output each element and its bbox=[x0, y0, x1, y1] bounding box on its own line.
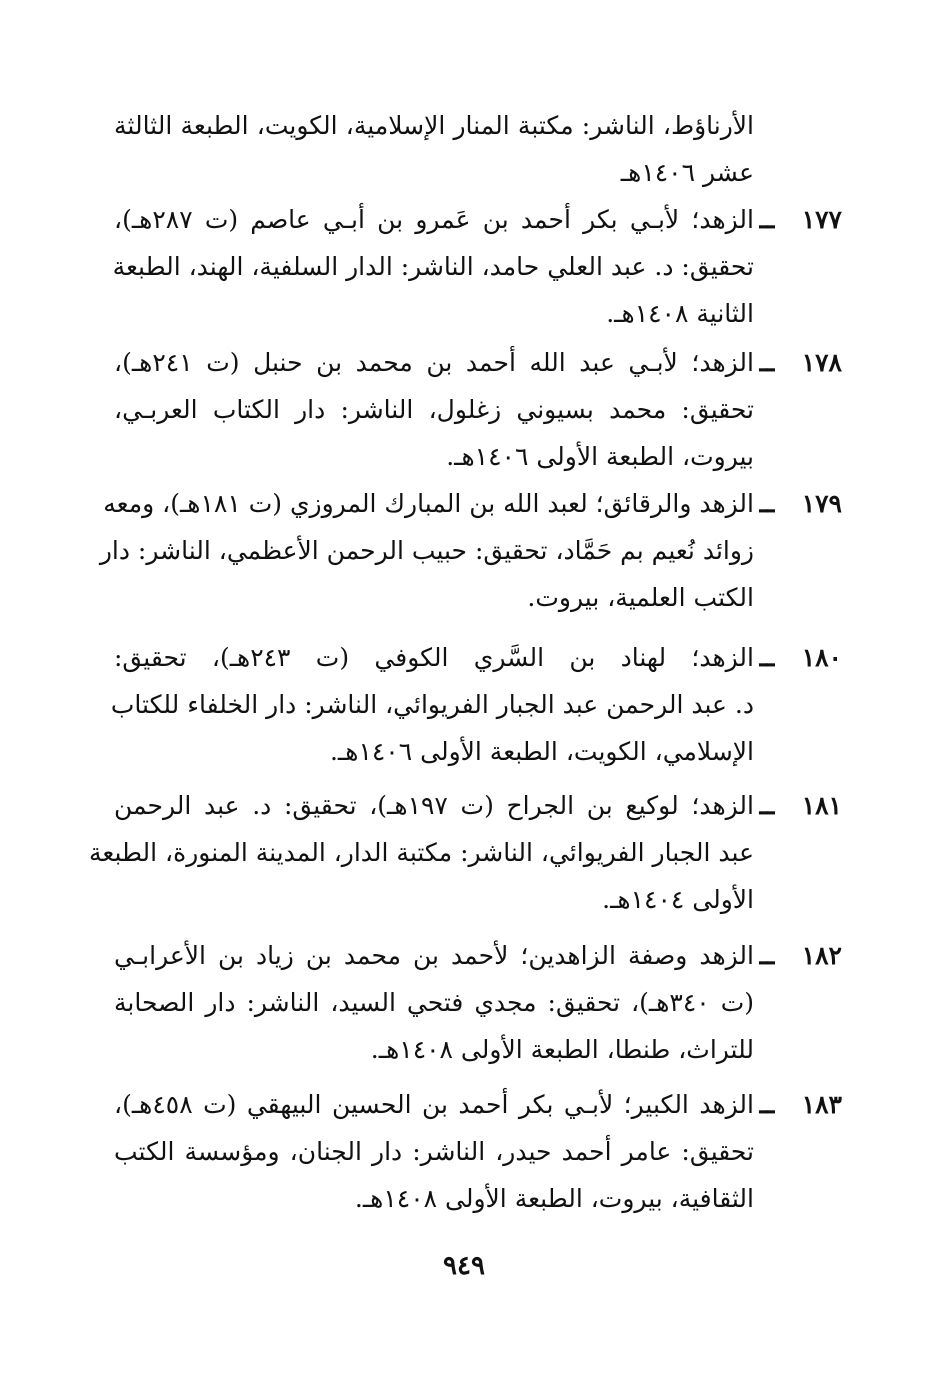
entry-dash: ــ bbox=[759, 643, 775, 672]
entry-number: ١٨٠ bbox=[801, 643, 842, 672]
entry-line: تحقيق: محمد بسيوني زغلول، الناشر: دار الكتاب العربـي، bbox=[114, 395, 754, 424]
entry-line: الزهد؛ لأبـي عبد الله أحمد بن محمد بن حنبل (ت ٢٤١هـ)، bbox=[114, 348, 754, 377]
entry-line: بيروت، الطبعة الأولى ١٤٠٦هـ. bbox=[446, 442, 754, 471]
entry-line: الزهد؛ لهناد بن السَّري الكوفي (ت ٢٤٣هـ)، تحقيق: bbox=[114, 643, 754, 672]
entry-dash: ــ bbox=[759, 205, 775, 234]
continuation-line: عشر ١٤٠٦هـ bbox=[620, 158, 754, 187]
entry-line: الإسلامي، الكويت، الطبعة الأولى ١٤٠٦هـ. bbox=[329, 737, 754, 766]
entry-number: ١٨٣ bbox=[801, 1090, 842, 1119]
entry-line: زوائد نُعيم بم حَمَّاد، تحقيق: حبيب الرحمن الأعظمي، الناشر: دار bbox=[99, 536, 754, 565]
entry-line: الثانية ١٤٠٨هـ. bbox=[606, 299, 754, 328]
entry-number: ١٨٢ bbox=[801, 941, 842, 970]
bibliography-page bbox=[0, 98, 928, 1375]
entry-dash: ــ bbox=[759, 941, 775, 970]
entry-line: (ت ٣٤٠هـ)، تحقيق: مجدي فتحي السيد، الناشر: دار الصحابة bbox=[114, 988, 754, 1017]
entry-line: تحقيق: عامر أحمد حيدر، الناشر: دار الجنان، ومؤسسة الكتب bbox=[114, 1137, 754, 1166]
entry-line: الزهد؛ لوكيع بن الجراح (ت ١٩٧هـ)، تحقيق: د. عبد الرحمن bbox=[114, 791, 754, 820]
entry-line: تحقيق: د. عبد العلي حامد، الناشر: الدار السلفية، الهند، الطبعة bbox=[112, 252, 754, 281]
entry-line: د. عبد الرحمن عبد الجبار الفريوائي، الناشر: دار الخلفاء للكتاب bbox=[110, 690, 754, 719]
entry-line: الزهد الكبير؛ لأبـي بكر أحمد بن الحسين البيهقي (ت ٤٥٨هـ)، bbox=[114, 1090, 754, 1119]
entry-line: الثقافية، بيروت، الطبعة الأولى ١٤٠٨هـ. bbox=[354, 1184, 754, 1213]
entry-dash: ــ bbox=[759, 489, 775, 518]
entry-number: ١٧٧ bbox=[801, 205, 842, 234]
entry-number: ١٧٩ bbox=[801, 489, 842, 518]
page-number: ٩٤٩ bbox=[443, 1251, 485, 1281]
entry-dash: ــ bbox=[759, 791, 775, 820]
entry-dash: ــ bbox=[759, 1090, 775, 1119]
entry-line: الأولى ١٤٠٤هـ. bbox=[602, 885, 754, 914]
entry-line: الكتب العلمية، بيروت. bbox=[527, 583, 754, 612]
entry-number: ١٨١ bbox=[801, 791, 842, 820]
entry-line: الزهد وصفة الزاهدين؛ لأحمد بن محمد بن زياد بن الأعرابـي bbox=[114, 941, 754, 970]
continuation-line: الأرناؤط، الناشر: مكتبة المنار الإسلامية، الكويت، الطبعة الثالثة bbox=[114, 111, 754, 140]
entry-line: عبد الجبار الفريوائي، الناشر: مكتبة الدار، المدينة المنورة، الطبعة bbox=[89, 838, 754, 867]
entry-line: الزهد والرقائق؛ لعبد الله بن المبارك المروزي (ت ١٨١هـ)، ومعه bbox=[103, 489, 754, 518]
entry-line: الزهد؛ لأبـي بكر أحمد بن عَمرو بن أبـي عاصم (ت ٢٨٧هـ)، bbox=[114, 205, 754, 234]
entry-dash: ــ bbox=[759, 348, 775, 377]
entry-number: ١٧٨ bbox=[801, 348, 842, 377]
entry-line: للتراث، طنطا، الطبعة الأولى ١٤٠٨هـ. bbox=[370, 1035, 754, 1064]
